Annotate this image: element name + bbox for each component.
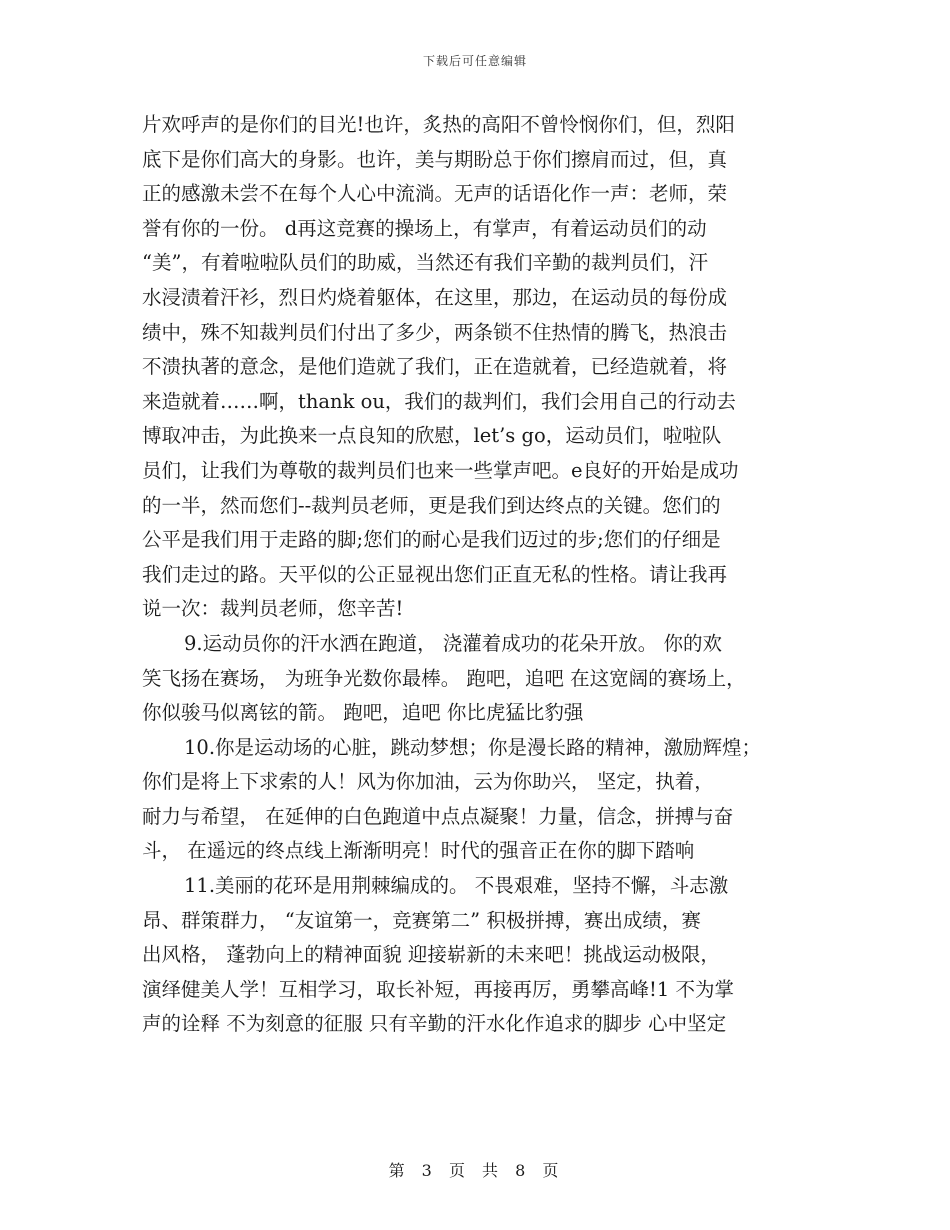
text-line: 笑飞扬在赛场， 为班争光数你最棒。 跑吧，追吧 在这宽阔的赛场上，: [142, 666, 746, 690]
text-line: 水浸渍着汗衫，烈日灼烧着躯体，在这里，那边，在运动员的每份成: [142, 285, 728, 309]
text-line: 耐力与希望， 在延伸的白色跑道中点点凝聚！力量，信念，拼搏与奋: [142, 804, 734, 828]
text-line: 你们是将上下求索的人！风为你加油，云为你助兴， 坚定，执着，: [142, 770, 714, 794]
body-text: [142, 108, 814, 1042]
text-line: 片欢呼声的是你们的目光!也许，炙热的高阳不曾怜悯你们，但，烈阳: [142, 113, 735, 136]
text-line: 博取冲击，为此换来一点良知的欣慰，let’s go，运动员们，啦啦队: [142, 424, 722, 448]
text-line: 不溃执著的意念，是他们造就了我们，正在造就着，已经造就着，将: [142, 355, 728, 379]
text-line: 出风格， 蓬勃向上的精神面貌 迎接崭新的未来吧！挑战运动极限，: [142, 943, 720, 967]
text-line: 底下是你们高大的身影。也许，美与期盼总于你们擦肩而过，但，真: [142, 147, 728, 171]
text-line: 演绎健美人学！互相学习，取长补短，再接再厉，勇攀高峰!1 不为掌: [142, 977, 734, 1001]
text-line: 说一次：裁判员老师，您辛苦!: [142, 597, 404, 621]
text-line: 斗， 在遥远的终点线上渐渐明亮！时代的强音正在你的脚下踏响: [142, 839, 695, 863]
text-line: 正的感激未尝不在每个人心中流淌。无声的话语化作一声：老师，荣: [142, 182, 728, 206]
text-line: “美”，有着啦啦队员们的助威，当然还有我们辛勤的裁判员们，汗: [142, 251, 708, 275]
text-line: 誉有你的一份。 d再这竞赛的操场上，有掌声，有着运动员们的动: [142, 216, 707, 240]
text-line: 的一半，然而您们--裁判员老师，更是我们到达终点的关键。您们的: [142, 493, 721, 517]
text-line: 声的诠释 不为刻意的征服 只有辛勤的汗水化作追求的脚步 心中坚定: [142, 1012, 727, 1036]
text-line: 公平是我们用于走路的脚;您们的耐心是我们迈过的步;您们的仔细是: [142, 528, 721, 552]
paragraph-10-start: 10.你是运动场的心脏，跳动梦想；你是漫长路的精神，激励辉煌；: [184, 735, 762, 759]
text-line: 昂、群策群力， “友谊第一，竞赛第二” 积极拼搏，赛出成绩，赛: [142, 908, 701, 932]
text-line: 员们，让我们为尊敬的裁判员们也来一些掌声吧。e良好的开始是成功: [142, 458, 739, 482]
text-line: 来造就着……啊，thank ou，我们的裁判们，我们会用自己的行动去: [142, 389, 736, 413]
text-line: 绩中，殊不知裁判员们付出了多少，两条锁不住热情的腾飞，热浪击: [142, 320, 728, 344]
paragraph-9-start: 9.运动员你的汗水洒在跑道， 浇灌着成功的花朵开放。 你的欢: [184, 631, 723, 655]
text-line: 你似骏马似离铉的箭。 跑吧，追吧 你比虎猛比豹强: [142, 701, 584, 725]
page-header: 下载后可任意编辑: [422, 54, 527, 68]
page-number-footer: 第 3 页 共 8 页: [388, 1161, 562, 1180]
paragraph-11-start: 11.美丽的花环是用荆棘编成的。 不畏艰难，坚持不懈，斗志激: [184, 874, 729, 898]
text-line: 我们走过的路。天平似的公正显视出您们正直无私的性格。请让我再: [142, 562, 728, 586]
